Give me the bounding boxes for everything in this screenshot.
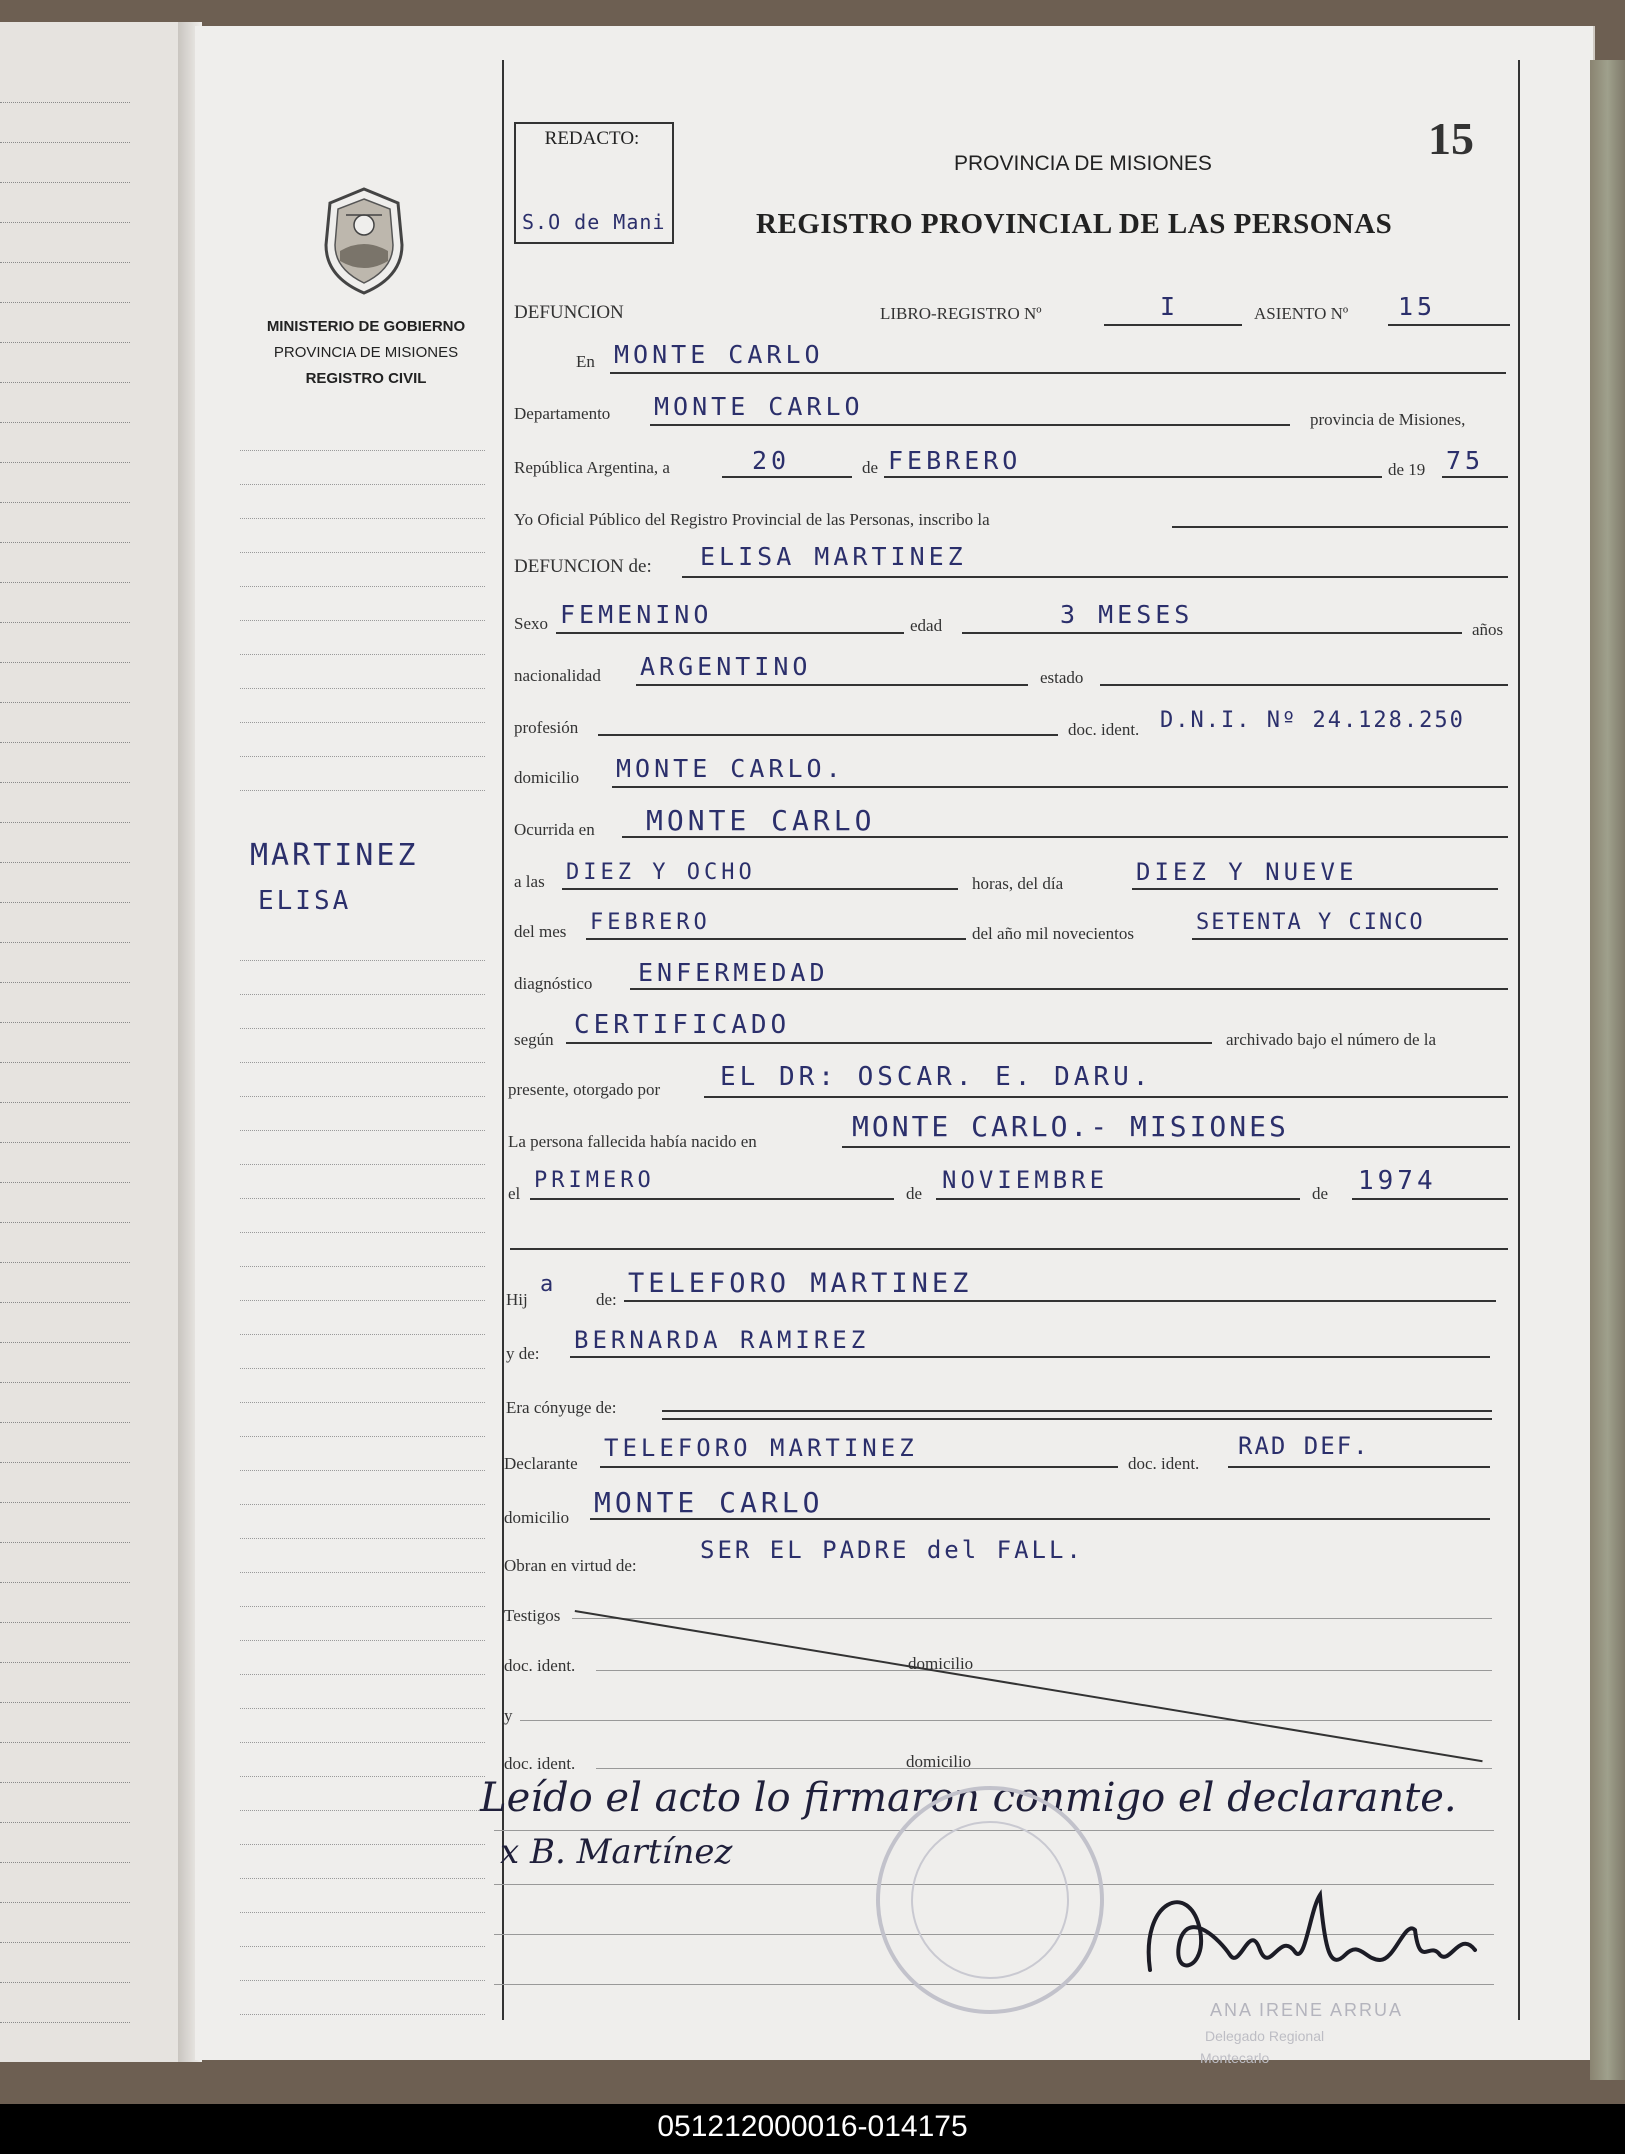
ocurrida-label: Ocurrida en xyxy=(514,820,595,839)
margin-rule xyxy=(240,654,485,655)
left-page-rule xyxy=(0,182,130,183)
asiento-label: ASIENTO Nº xyxy=(1254,304,1349,323)
hij-label: Hij xyxy=(506,1290,528,1309)
margin-rule xyxy=(240,1470,485,1471)
asiento-value: 15 xyxy=(1398,292,1437,321)
margin-rule xyxy=(240,1266,485,1267)
y-de-label: y de: xyxy=(506,1344,540,1363)
left-page-rule xyxy=(0,142,130,143)
decl-doc-value: RAD DEF. xyxy=(1238,1432,1370,1460)
nac-anio-value: 1974 xyxy=(1358,1166,1437,1196)
closing-statement: Leído el acto lo firmaron conmigo el declarante. xyxy=(480,1775,1457,1821)
nacionalidad-label: nacionalidad xyxy=(514,666,601,685)
left-page-rule xyxy=(0,1262,130,1263)
libro-value: I xyxy=(1160,292,1180,321)
province-heading: PROVINCIA DE MISIONES xyxy=(954,152,1212,175)
left-page-rule xyxy=(0,1102,130,1103)
left-page-rule xyxy=(0,742,130,743)
margin-rule xyxy=(240,1946,485,1947)
conyuge-label: Era cónyuge de: xyxy=(506,1398,617,1417)
padre-value: TELEFORO MARTINEZ xyxy=(628,1268,973,1299)
del-anio-value: SETENTA Y CINCO xyxy=(1196,910,1425,935)
profesion-label: profesión xyxy=(514,718,579,737)
de2-label: de xyxy=(906,1184,923,1203)
left-page-rule xyxy=(0,1902,130,1903)
margin-rule xyxy=(240,1130,485,1131)
left-page-rule xyxy=(0,982,130,983)
y-label: y xyxy=(504,1706,513,1725)
t2-dom-label: domicilio xyxy=(906,1752,972,1771)
left-page-rule xyxy=(0,1022,130,1023)
ministry-line-1: MINISTERIO DE GOBIERNO xyxy=(266,318,466,335)
dia-value: 20 xyxy=(752,446,791,475)
left-page-rule xyxy=(0,542,130,543)
domicilio-value: MONTE CARLO. xyxy=(616,754,845,783)
margin-rule xyxy=(240,756,485,757)
footer-id: 051212000016-014175 xyxy=(657,2110,968,2143)
margin-rule xyxy=(240,1402,485,1403)
madre-value: BERNARDA RAMIREZ xyxy=(574,1326,870,1354)
left-page-rule xyxy=(0,1622,130,1623)
mes-value: FEBRERO xyxy=(888,446,1022,475)
t2-doc-label: doc. ident. xyxy=(504,1754,576,1773)
ministry-line-2: PROVINCIA DE MISIONES xyxy=(273,344,459,361)
left-page-rule xyxy=(0,822,130,823)
page-number: 15 xyxy=(1428,113,1474,164)
estado-label: estado xyxy=(1040,668,1084,687)
margin-rule xyxy=(240,1912,485,1913)
defuncion-de-value: ELISA MARTINEZ xyxy=(700,542,967,571)
stamp-name: ANA IRENE ARRUA xyxy=(1210,2000,1404,2020)
de3-label: de xyxy=(1312,1184,1329,1203)
margin-rule xyxy=(240,1844,485,1845)
stamp-place: Montecarlo xyxy=(1200,2050,1270,2066)
margin-rule xyxy=(240,586,485,587)
t-doc-label: doc. ident. xyxy=(504,1656,576,1675)
left-page-rule xyxy=(0,1502,130,1503)
stamp-role: Delegado Regional xyxy=(1205,2028,1325,2044)
margin-rule xyxy=(240,1062,485,1063)
nacido-value: MONTE CARLO.- MISIONES xyxy=(852,1110,1289,1143)
left-page-rule xyxy=(0,782,130,783)
margin-rule xyxy=(240,484,485,485)
declarante-label: Declarante xyxy=(504,1454,578,1473)
horas-value: DIEZ Y NUEVE xyxy=(1136,858,1358,886)
book-edge xyxy=(1590,60,1625,2080)
left-page-rule xyxy=(0,1982,130,1983)
left-page-rule xyxy=(0,1342,130,1343)
departamento-label: Departamento xyxy=(514,404,611,423)
left-page-rule xyxy=(0,1222,130,1223)
margin-rule xyxy=(240,1776,485,1777)
margin-rule xyxy=(240,1640,485,1641)
left-page-rule xyxy=(0,262,130,263)
anio-value: 75 xyxy=(1446,446,1485,475)
a-las-value: DIEZ Y OCHO xyxy=(566,860,756,885)
de-label: de xyxy=(862,458,879,477)
left-page-rule xyxy=(0,342,130,343)
redacto-value: S.O de Mani xyxy=(522,210,666,234)
left-page-rule xyxy=(0,662,130,663)
archivado-label: archivado bajo el número de la xyxy=(1226,1030,1437,1049)
margin-rule xyxy=(240,960,485,961)
republica-label: República Argentina, a xyxy=(514,458,670,477)
margin-rule xyxy=(240,1504,485,1505)
nac-mes-value: NOVIEMBRE xyxy=(942,1166,1109,1194)
margin-rule xyxy=(240,1980,485,1981)
margin-rule xyxy=(240,722,485,723)
declarant-signature: x B. Martínez xyxy=(500,1832,733,1872)
margin-rule xyxy=(240,1232,485,1233)
ministry-line-3: REGISTRO CIVIL xyxy=(305,370,427,387)
left-page-rule xyxy=(0,1702,130,1703)
margin-rule xyxy=(240,1334,485,1335)
left-page-rule xyxy=(0,1862,130,1863)
edad-label: edad xyxy=(910,616,943,635)
el-label: el xyxy=(508,1184,521,1203)
margin-rule xyxy=(240,1742,485,1743)
margin-rule xyxy=(240,1810,485,1811)
column-rule-right xyxy=(1518,60,1520,2020)
left-page-rule xyxy=(0,1182,130,1183)
decl-dom-label: domicilio xyxy=(504,1508,570,1527)
hij-suffix: a xyxy=(540,1272,558,1297)
margin-rule xyxy=(240,1028,485,1029)
left-page-rule xyxy=(0,1582,130,1583)
margin-rule xyxy=(240,518,485,519)
testigos-label: Testigos xyxy=(504,1606,561,1625)
left-page-rule xyxy=(0,582,130,583)
diagnostico-label: diagnóstico xyxy=(514,974,593,993)
left-page-rule xyxy=(0,502,130,503)
del-mes-value: FEBRERO xyxy=(590,910,711,935)
left-page-rule xyxy=(0,422,130,423)
left-page-rule xyxy=(0,1462,130,1463)
margin-rule xyxy=(240,1708,485,1709)
doc-ident-label: doc. ident. xyxy=(1068,720,1140,739)
margin-rule xyxy=(240,2014,485,2015)
left-page-rule xyxy=(0,1302,130,1303)
margin-rule xyxy=(240,1606,485,1607)
decl-doc-label: doc. ident. xyxy=(1128,1454,1200,1473)
segun-value: CERTIFICADO xyxy=(574,1010,791,1040)
libro-label: LIBRO-REGISTRO Nº xyxy=(880,304,1042,323)
defuncion-label: DEFUNCION xyxy=(514,302,624,323)
margin-surname: MARTINEZ xyxy=(250,838,419,873)
departamento-value: MONTE CARLO xyxy=(654,392,864,421)
domicilio-label: domicilio xyxy=(514,768,580,787)
margin-rule xyxy=(240,620,485,621)
del-anio-label: del año mil novecientos xyxy=(972,924,1134,943)
margin-rule xyxy=(240,1368,485,1369)
declarante-value: TELEFORO MARTINEZ xyxy=(604,1434,918,1462)
margin-given-name: ELISA xyxy=(258,886,352,916)
del-mes-label: del mes xyxy=(514,922,567,941)
de19-label: de 19 xyxy=(1388,460,1426,479)
segun-label: según xyxy=(514,1030,554,1049)
margin-rule xyxy=(240,994,485,995)
ocurrida-value: MONTE CARLO xyxy=(646,804,876,837)
official-stamp-icon xyxy=(870,1780,1110,2020)
nacionalidad-value: ARGENTINO xyxy=(640,652,812,681)
horas-label: horas, del día xyxy=(972,874,1064,893)
left-page-rule xyxy=(0,382,130,383)
redacto-label: REDACTO: xyxy=(544,128,640,149)
defuncion-de-label: DEFUNCION de: xyxy=(514,556,652,577)
hij-de-label: de: xyxy=(596,1290,617,1309)
sexo-label: Sexo xyxy=(514,614,548,633)
left-page-rule xyxy=(0,1062,130,1063)
margin-rule xyxy=(240,552,485,553)
presente-label: presente, otorgado por xyxy=(508,1080,661,1099)
decl-dom-value: MONTE CARLO xyxy=(594,1486,824,1519)
left-page-rule xyxy=(0,1742,130,1743)
left-page-rule xyxy=(0,462,130,463)
margin-rule xyxy=(240,450,485,451)
margin-rule xyxy=(240,1164,485,1165)
obran-value: SER EL PADRE del FALL. xyxy=(700,1536,1084,1564)
obran-label: Obran en virtud de: xyxy=(504,1556,637,1575)
margin-rule xyxy=(240,1878,485,1879)
column-rule-left xyxy=(502,60,504,2020)
left-page-rule xyxy=(0,1662,130,1663)
t-dom-label: domicilio xyxy=(908,1654,974,1673)
provincia-label: provincia de Misiones, xyxy=(1310,410,1466,429)
a-las-label: a las xyxy=(514,872,545,891)
left-page-rule xyxy=(0,1942,130,1943)
provincial-seal-icon xyxy=(318,185,410,297)
left-page-rule xyxy=(0,1542,130,1543)
margin-rule xyxy=(240,1538,485,1539)
margin-rule xyxy=(240,1674,485,1675)
margin-rule xyxy=(240,1572,485,1573)
presente-value: EL DR: OSCAR. E. DARU. xyxy=(720,1062,1153,1092)
left-page-rule xyxy=(0,1822,130,1823)
left-page-rule xyxy=(0,222,130,223)
left-page-rule xyxy=(0,302,130,303)
registry-heading: REGISTRO PROVINCIAL DE LAS PERSONAS xyxy=(756,208,1393,240)
en-label: En xyxy=(576,352,595,371)
left-page-rule xyxy=(0,1782,130,1783)
margin-rule xyxy=(240,1096,485,1097)
nacido-label: La persona fallecida había nacido en xyxy=(508,1132,757,1151)
left-page-rule xyxy=(0,2022,130,2023)
margin-rule xyxy=(240,1300,485,1301)
left-page-rule xyxy=(0,702,130,703)
left-page-rule xyxy=(0,1422,130,1423)
left-page xyxy=(0,22,195,2062)
edad-value: 3 MESES xyxy=(1060,600,1194,629)
left-page-rule xyxy=(0,102,130,103)
margin-rule xyxy=(240,1436,485,1437)
en-value: MONTE CARLO xyxy=(614,340,824,369)
doc-ident-value: D.N.I. Nº 24.128.250 xyxy=(1160,708,1465,733)
left-page-rule xyxy=(0,622,130,623)
el-value: PRIMERO xyxy=(534,1168,655,1193)
margin-rule xyxy=(240,688,485,689)
left-page-rule xyxy=(0,902,130,903)
left-page-rule xyxy=(0,862,130,863)
margin-rule xyxy=(240,790,485,791)
official-signature-icon xyxy=(1130,1860,1490,2000)
anos-label: años xyxy=(1472,620,1504,639)
left-page-rule xyxy=(0,1142,130,1143)
sexo-value: FEMENINO xyxy=(560,600,713,629)
left-page-rule xyxy=(0,942,130,943)
oficial-text: Yo Oficial Público del Registro Provincial de las Personas, inscribo la xyxy=(514,510,990,529)
margin-rule xyxy=(240,1198,485,1199)
diagnostico-value: ENFERMEDAD xyxy=(638,958,829,987)
left-page-rule xyxy=(0,1382,130,1383)
